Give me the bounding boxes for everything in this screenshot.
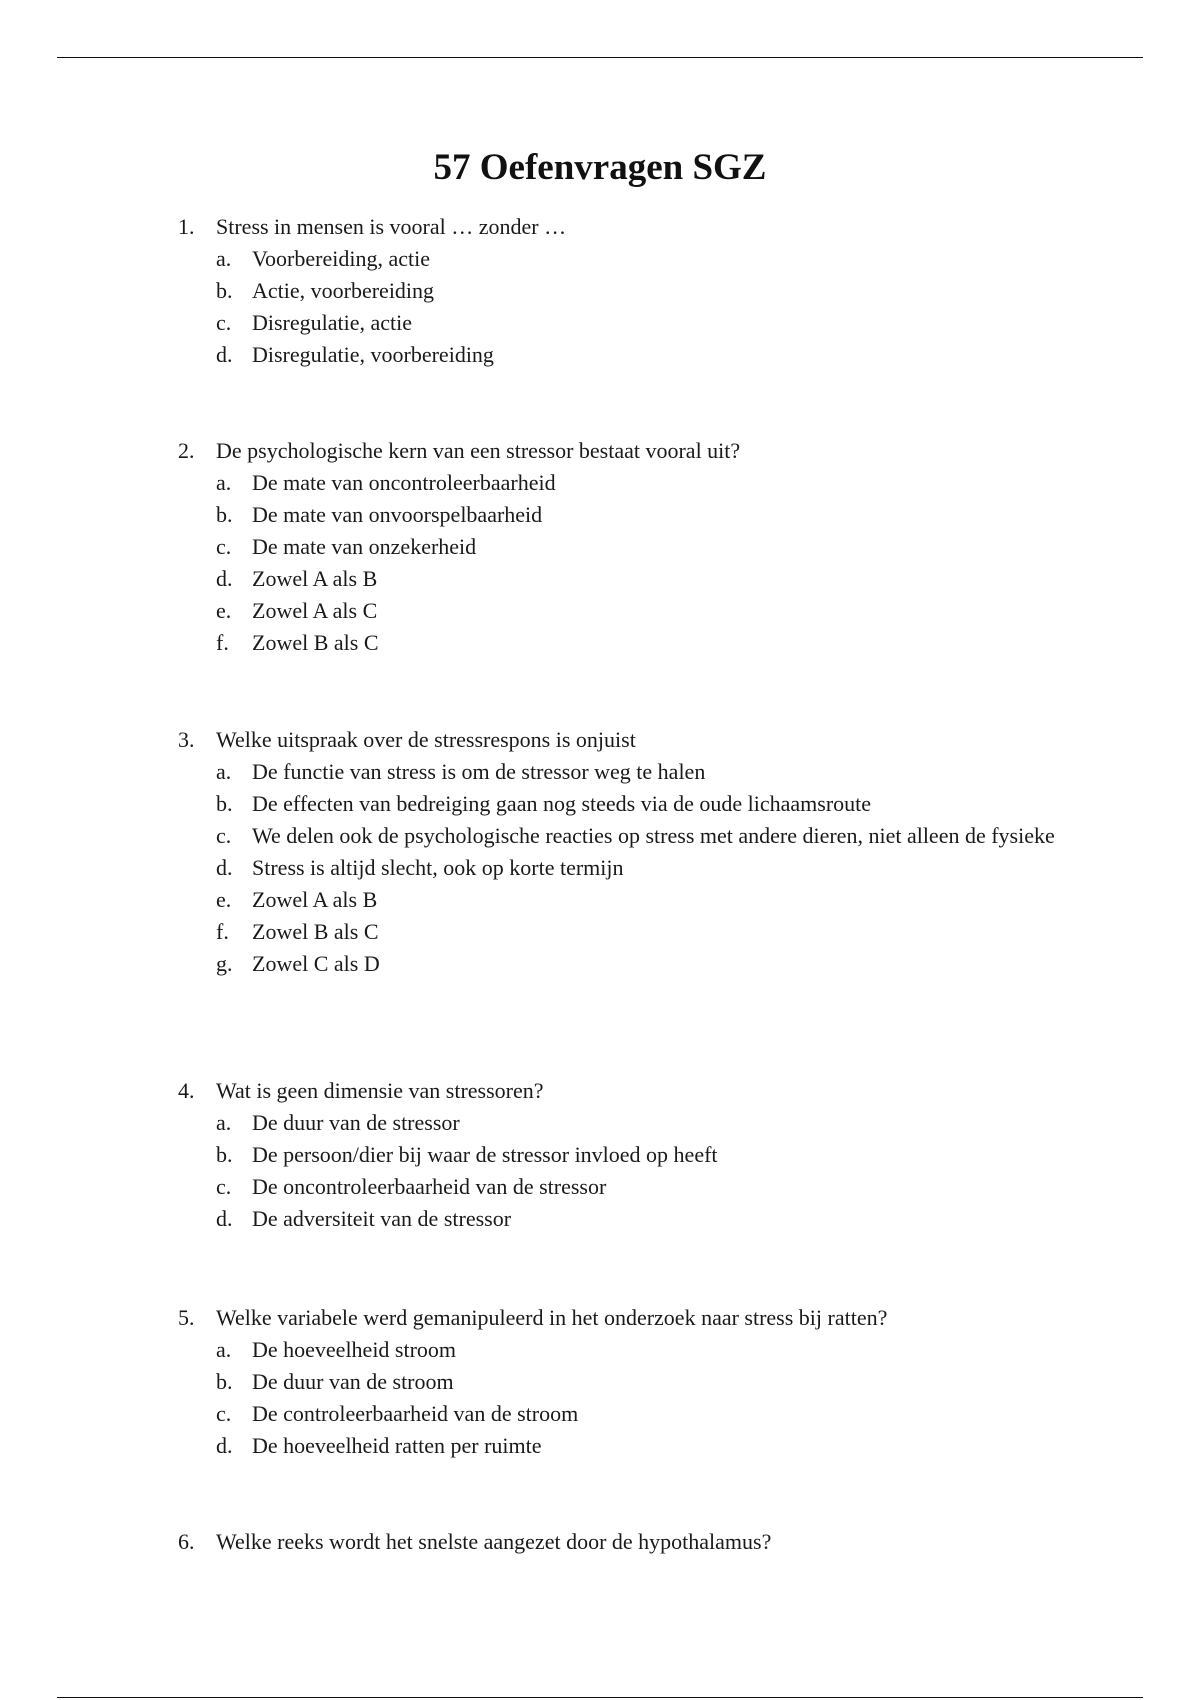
option-text: De hoeveelheid stroom <box>252 1337 457 1362</box>
option-text: We delen ook de psychologische reacties op stress met andere dieren, niet alleen de fysieke <box>252 823 1055 848</box>
option-text: Disregulatie, actie <box>252 310 413 335</box>
option-e <box>216 595 1058 627</box>
option-c <box>216 531 1058 563</box>
question-text: Stress in mensen is vooral … zonder … <box>216 214 567 239</box>
option-d <box>216 852 1058 884</box>
question-5 <box>178 1302 1058 1462</box>
option-letter: f. <box>216 630 229 655</box>
option-list <box>178 1334 1058 1462</box>
option-letter: d. <box>216 1433 233 1458</box>
option-letter: b. <box>216 1369 233 1394</box>
option-c <box>216 820 1058 852</box>
option-letter: e. <box>216 887 232 912</box>
option-c <box>216 1398 1058 1430</box>
option-a <box>216 1334 1058 1366</box>
option-a <box>216 1107 1058 1139</box>
bottom-rule <box>57 1697 1143 1698</box>
option-letter: d. <box>216 1206 233 1231</box>
option-text: De controleerbaarheid van de stroom <box>252 1401 579 1426</box>
option-text: De oncontroleerbaarheid van de stressor <box>252 1174 607 1199</box>
option-e <box>216 884 1058 916</box>
option-list <box>178 467 1058 659</box>
option-text: Zowel B als C <box>252 630 379 655</box>
option-letter: c. <box>216 1174 232 1199</box>
option-letter: g. <box>216 951 233 976</box>
option-text: Stress is altijd slecht, ook op korte termijn <box>252 855 624 880</box>
option-letter: e. <box>216 598 232 623</box>
option-text: De mate van onvoorspelbaarheid <box>252 502 543 527</box>
option-text: De functie van stress is om de stressor weg te halen <box>252 759 706 784</box>
option-letter: f. <box>216 919 229 944</box>
question-number: 1. <box>178 214 195 239</box>
option-a <box>216 467 1058 499</box>
question-4 <box>178 1075 1058 1235</box>
question-2 <box>178 435 1058 659</box>
option-letter: b. <box>216 791 233 816</box>
question-text: Welke uitspraak over de stressrespons is onjuist <box>216 727 636 752</box>
question-text: Wat is geen dimensie van stressoren? <box>216 1078 544 1103</box>
option-b <box>216 499 1058 531</box>
option-text: De hoeveelheid ratten per ruimte <box>252 1433 542 1458</box>
option-b <box>216 788 1058 820</box>
question-text: Welke reeks wordt het snelste aangezet door de hypothalamus? <box>216 1529 772 1554</box>
option-letter: a. <box>216 470 232 495</box>
option-text: De mate van oncontroleerbaarheid <box>252 470 556 495</box>
option-text: De mate van onzekerheid <box>252 534 477 559</box>
option-text: Zowel C als D <box>252 951 380 976</box>
option-d <box>216 1430 1058 1462</box>
option-c <box>216 307 1058 339</box>
option-letter: c. <box>216 823 232 848</box>
option-letter: b. <box>216 1142 233 1167</box>
option-letter: c. <box>216 310 232 335</box>
option-letter: a. <box>216 759 232 784</box>
question-number: 4. <box>178 1078 195 1103</box>
option-d <box>216 1203 1058 1235</box>
question-number: 6. <box>178 1529 195 1554</box>
option-text: De duur van de stroom <box>252 1369 454 1394</box>
option-letter: d. <box>216 855 233 880</box>
option-text: Zowel A als B <box>252 566 378 591</box>
option-text: Zowel B als C <box>252 919 379 944</box>
option-b <box>216 275 1058 307</box>
question-text: Welke variabele werd gemanipuleerd in het onderzoek naar stress bij ratten? <box>216 1305 888 1330</box>
option-letter: b. <box>216 502 233 527</box>
option-text: Zowel A als B <box>252 887 378 912</box>
option-text: De effecten van bedreiging gaan nog steeds via de oude lichaamsroute <box>252 791 872 816</box>
option-letter: c. <box>216 534 232 559</box>
option-f <box>216 916 1058 948</box>
question-number: 2. <box>178 438 195 463</box>
option-letter: b. <box>216 278 233 303</box>
option-letter: a. <box>216 1110 232 1135</box>
question-1 <box>178 211 1058 371</box>
option-c <box>216 1171 1058 1203</box>
option-a <box>216 243 1058 275</box>
option-d <box>216 339 1058 371</box>
top-rule <box>57 57 1143 58</box>
option-f <box>216 627 1058 659</box>
question-text: De psychologische kern van een stressor bestaat vooral uit? <box>216 438 741 463</box>
option-text: Voorbereiding, actie <box>252 246 430 271</box>
question-6 <box>178 1526 1058 1558</box>
option-b <box>216 1139 1058 1171</box>
option-b <box>216 1366 1058 1398</box>
option-list <box>178 756 1058 980</box>
option-letter: a. <box>216 1337 232 1362</box>
option-letter: d. <box>216 342 233 367</box>
option-g <box>216 948 1058 980</box>
option-text: De persoon/dier bij waar de stressor invloed op heeft <box>252 1142 718 1167</box>
option-list <box>178 1107 1058 1235</box>
option-text: Actie, voorbereiding <box>252 278 435 303</box>
option-letter: a. <box>216 246 232 271</box>
option-d <box>216 563 1058 595</box>
option-text: Zowel A als C <box>252 598 378 623</box>
question-number: 3. <box>178 727 195 752</box>
option-text: De adversiteit van de stressor <box>252 1206 512 1231</box>
option-text: Disregulatie, voorbereiding <box>252 342 494 367</box>
option-letter: d. <box>216 566 233 591</box>
question-3 <box>178 724 1058 980</box>
page-title: 57 Oefenvragen SGZ <box>433 147 767 188</box>
question-number: 5. <box>178 1305 195 1330</box>
option-text: De duur van de stressor <box>252 1110 460 1135</box>
option-a <box>216 756 1058 788</box>
option-list <box>178 243 1058 371</box>
option-letter: c. <box>216 1401 232 1426</box>
